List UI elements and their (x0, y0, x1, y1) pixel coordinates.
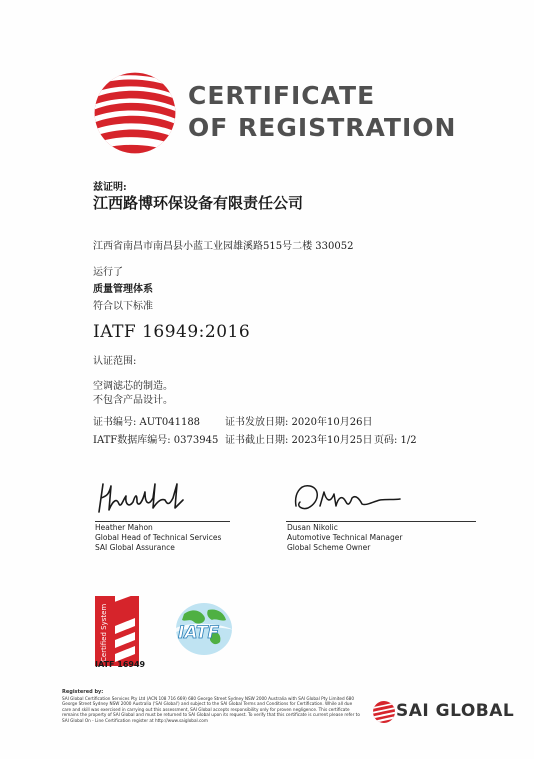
signature-line-right (286, 521, 476, 522)
iatf-globe-logo (168, 600, 238, 658)
signature-heather-mahon (95, 478, 185, 518)
signatory-right-title: Automotive Technical Manager (287, 533, 403, 542)
footer-registration-notice (62, 690, 362, 724)
signatory-right-org: Global Scheme Owner (287, 543, 371, 552)
footer-body: SAI Global Certification Services Pty Ltd (ACN 108 716 669) 680 George Street Sydney NSW 2000 Australia with SAI Global Pty Limited 680 George Street Sydney NSW 2000 Australia ('SAI Global') and subject to the SAI Global Terms and Conditions for Certification. While all due care and skill was exercised in carrying out this assessment, SAI Global accepts responsibility only for proven negligence. This certificate remains the property of SAI Global and must be returned to SAI Global upon its request. To verify that this certificate is current please refer to SAI Global On - Line Certification register at http://www.saiglobal.com (62, 695, 360, 723)
iatf-database-number: IATF数据库编号: 0373945 (93, 435, 219, 446)
issue-date: 证书发放日期: 2020年10月26日 (225, 417, 373, 428)
company-name: 江西路博环保设备有限责任公司 (93, 194, 304, 212)
certified-system-badge (95, 596, 139, 666)
operates-label: 运行了 (93, 267, 123, 278)
certificate-number: 证书编号: AUT041188 (93, 417, 201, 428)
certify-label: 兹证明: (93, 182, 127, 193)
system-name: 质量管理体系 (93, 284, 153, 295)
scope-line-2: 不包含产品设计。 (93, 395, 173, 406)
title-line-1: CERTIFICATE (188, 81, 376, 110)
signatory-left-org: SAI Global Assurance (95, 543, 175, 552)
certificate-title (188, 80, 456, 144)
sai-global-brand: SAI GLOBAL (396, 701, 515, 721)
signature-dusan-nikolic (290, 480, 402, 514)
iatf-logo-text: IATF (178, 623, 220, 643)
expiry-date: 证书截止日期: 2023年10月25日 (225, 435, 373, 446)
signatory-right-name: Dusan Nikolic (287, 523, 338, 532)
company-address: 江西省南昌市南昌县小蓝工业园雄溪路515号二楼 330052 (93, 241, 354, 252)
scope-label: 认证范围: (93, 356, 137, 367)
title-line-2: OF REGISTRATION (188, 113, 457, 142)
conforms-label: 符合以下标准 (93, 301, 153, 312)
signatory-left (95, 523, 221, 553)
sai-sphere-logo (92, 70, 178, 156)
page-number: 页码: 1/2 (374, 435, 417, 446)
scope-line-1: 空调滤芯的制造。 (93, 381, 173, 392)
signatory-right (287, 523, 402, 553)
certified-badge-label: IATF 16949 (95, 660, 146, 669)
signatory-left-name: Heather Mahon (95, 523, 153, 532)
certified-system-text: Certified System (100, 603, 108, 662)
registered-by-label: Registered by: (62, 689, 104, 695)
signatory-left-title: Global Head of Technical Services (95, 533, 222, 542)
sai-global-footer-logo-mark (372, 700, 396, 724)
signature-line-left (95, 521, 230, 522)
standard-name: IATF 16949:2016 (93, 322, 251, 342)
